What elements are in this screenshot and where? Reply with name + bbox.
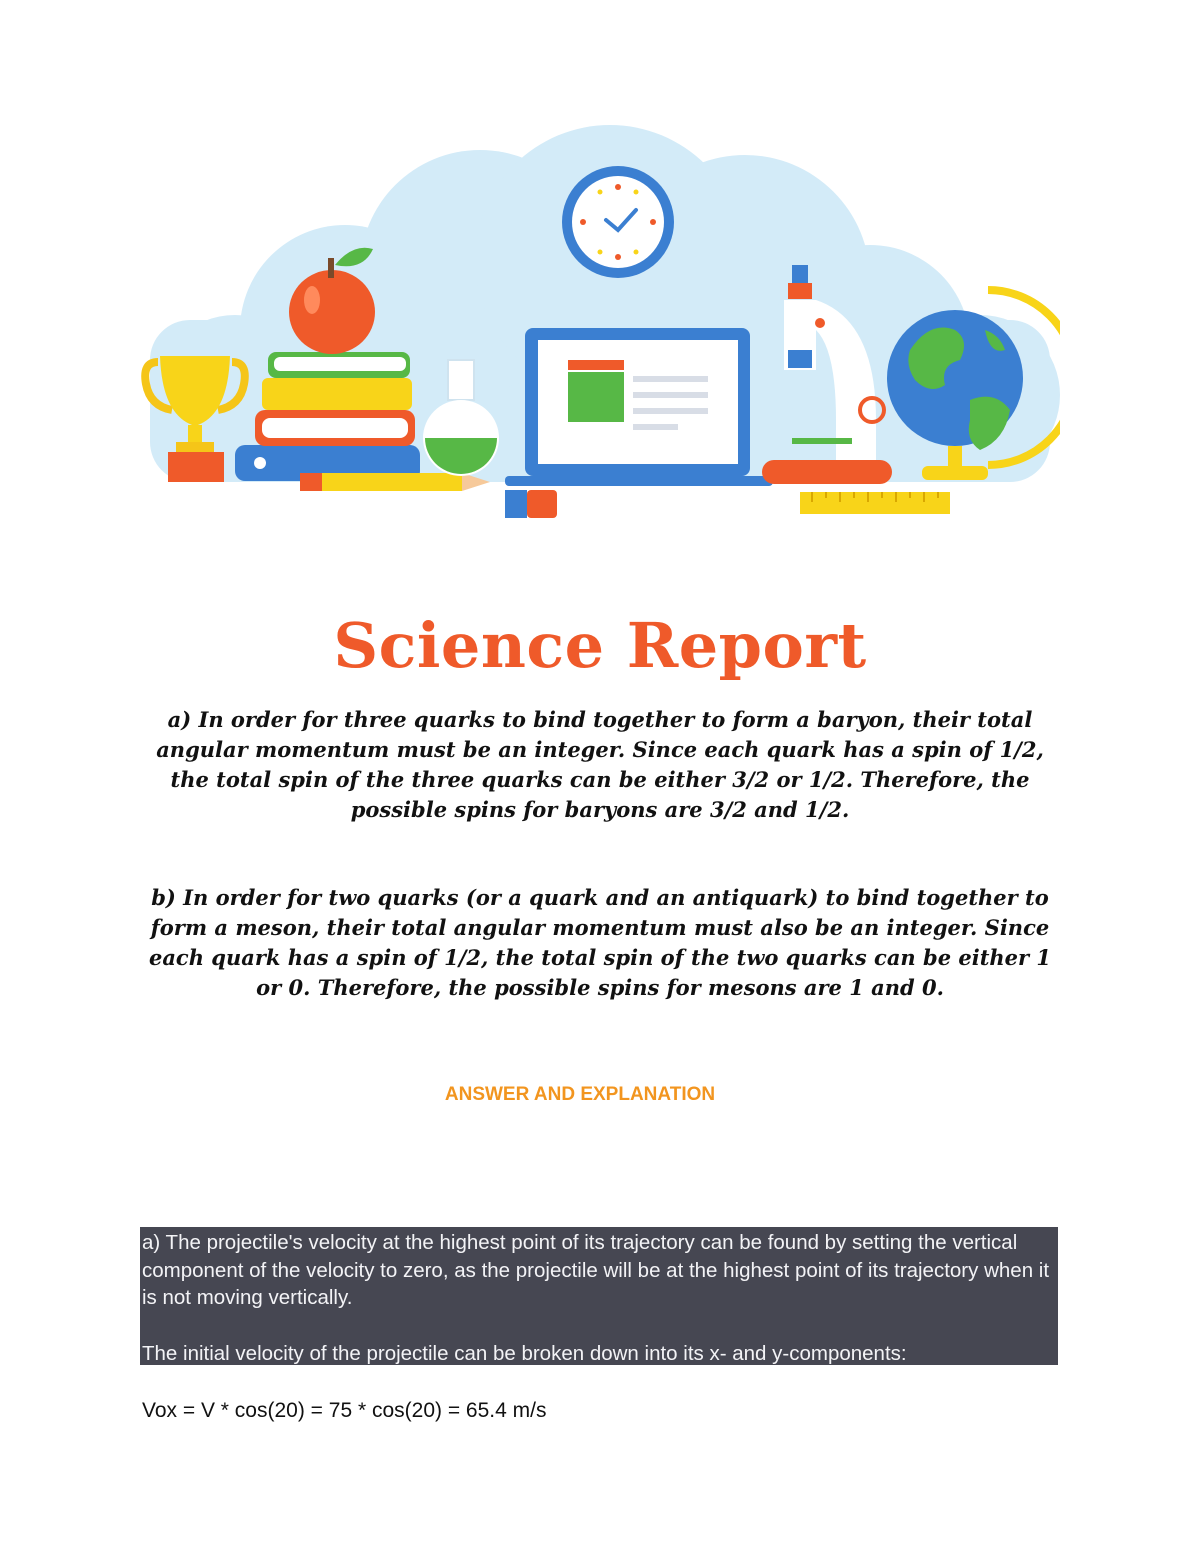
page-title: Science Report <box>333 609 867 682</box>
eraser-icon <box>505 490 557 518</box>
velocity-equation: Vox = V * cos(20) = 75 * cos(20) = 65.4 m/s <box>142 1399 547 1422</box>
laptop-icon <box>505 328 773 486</box>
school-supplies-illustration <box>140 120 1060 530</box>
ruler-icon <box>800 492 950 514</box>
answer-paragraph-1: a) The projectile's velocity at the highest point of its trajectory can be found by setting the vertical component of the velocity to zero, as the projectile will be at the highest point of its trajectory when it is not moving vertically. <box>142 1231 1050 1309</box>
clock-icon <box>562 166 674 278</box>
question-a-text: a) In order for three quarks to bind together to form a baryon, their total angular momentum must be an integer. Since each quark has a spin of 1/2, the total spin of the three quarks can be either 3/2 or 1/2. Therefore, the possible spins for baryons are 3/2 and 1/2. <box>156 707 1044 822</box>
answer-highlight-box <box>140 1227 1058 1365</box>
paragraph-gap <box>142 1312 1054 1340</box>
section-heading: ANSWER AND EXPLANATION <box>444 1084 716 1105</box>
answer-paragraph-2: The initial velocity of the projectile can be broken down into its x- and y-components: <box>142 1341 907 1365</box>
question-b-text: b) In order for two quarks (or a quark and an antiquark) to bind together to form a meson, their total angular momentum must also be an integer. Since each quark has a spin of 1/2, the total spin of the two quarks can be either 1 or 0. Therefore, the possible spins for mesons are 1 and 0. <box>148 885 1052 1000</box>
